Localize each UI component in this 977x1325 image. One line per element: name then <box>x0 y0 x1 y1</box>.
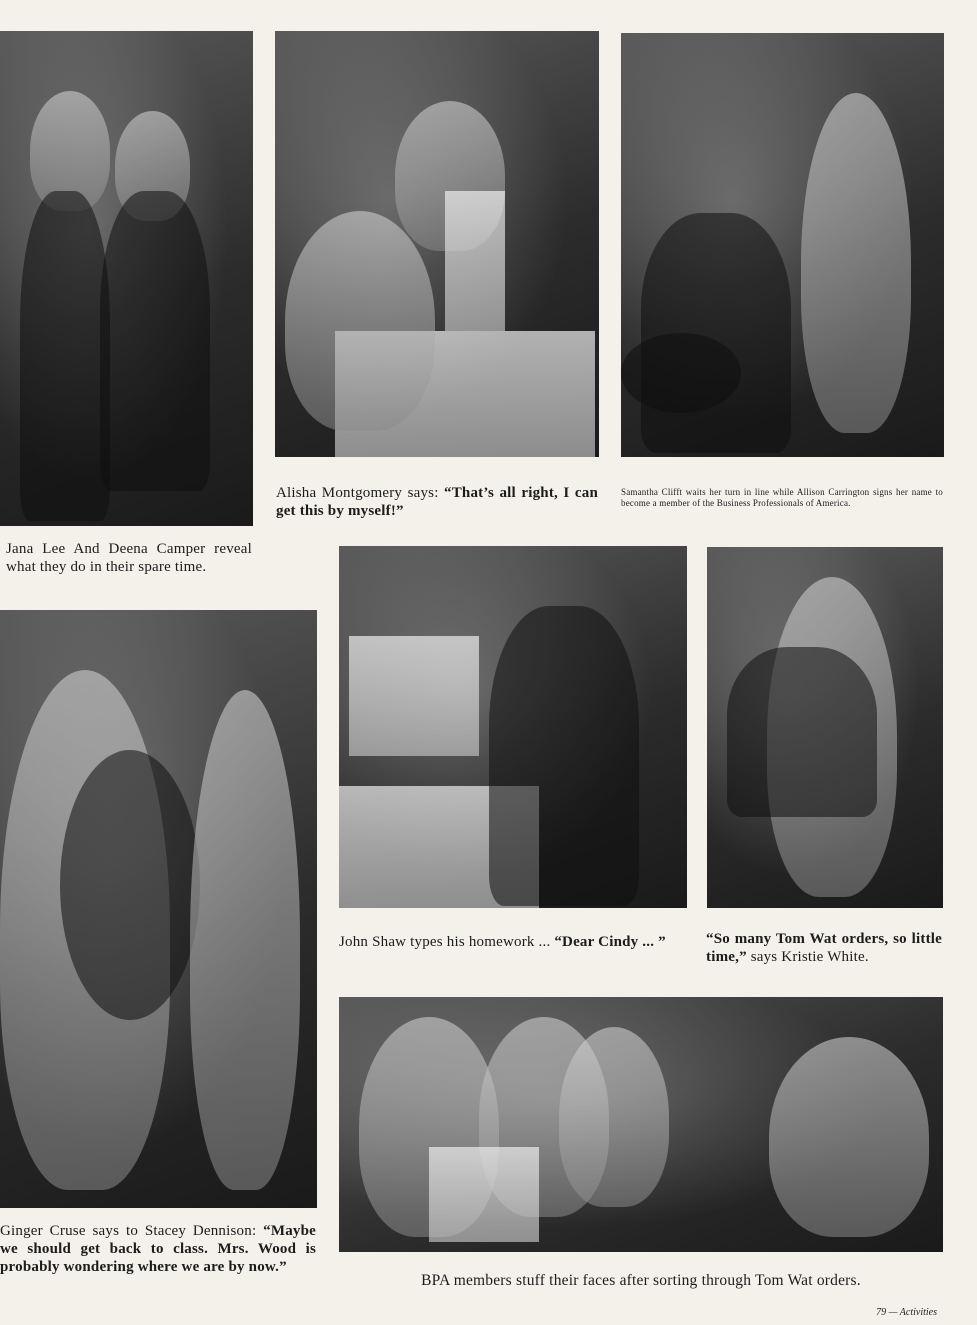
caption-bpa-text: BPA members stuff their faces after sorting through Tom Wat orders. <box>421 1272 861 1289</box>
caption-bpa <box>361 1272 921 1290</box>
caption-john-quote: “Dear Cindy ... ” <box>554 934 666 950</box>
photo-turtle-costume <box>0 610 317 1208</box>
caption-kristie <box>706 930 942 966</box>
caption-samantha-text: Samantha Clifft waits her turn in line while Allison Carrington signs her name to become a member of the Business Professionals of America. <box>621 487 943 508</box>
caption-alisha-plain: Alisha Montgomery says: <box>276 485 445 501</box>
photo-kristie <box>707 547 943 908</box>
caption-kristie-quote: “So many Tom Wat orders, so little time,” <box>706 931 942 965</box>
page-folio: 79 — Activities <box>876 1307 937 1318</box>
photo-costumes <box>0 31 253 526</box>
caption-john <box>339 933 685 951</box>
caption-kristie-plain: says Kristie White. <box>746 949 869 965</box>
caption-john-plain: John Shaw types his homework ... <box>339 934 555 950</box>
caption-ginger-quote: “Maybe we should get back to class. Mrs. Wood is probably wondering where we are by now.” <box>0 1223 316 1275</box>
caption-alisha <box>276 484 598 520</box>
photo-bpa-members <box>339 997 943 1252</box>
caption-ginger-plain: Ginger Cruse says to Stacey Dennison: <box>0 1223 264 1239</box>
caption-alisha-quote: “That’s all right, I can get this by myself!” <box>276 485 598 519</box>
caption-ginger-stacey <box>0 1222 316 1276</box>
caption-samantha <box>621 487 943 509</box>
photo-signing <box>621 33 944 457</box>
caption-jana-text: Jana Lee And Deena Camper reveal what they do in their spare time. <box>6 541 252 575</box>
photo-alisha-boxes <box>275 31 599 457</box>
photo-typing <box>339 546 687 908</box>
caption-jana-deena <box>6 540 252 576</box>
